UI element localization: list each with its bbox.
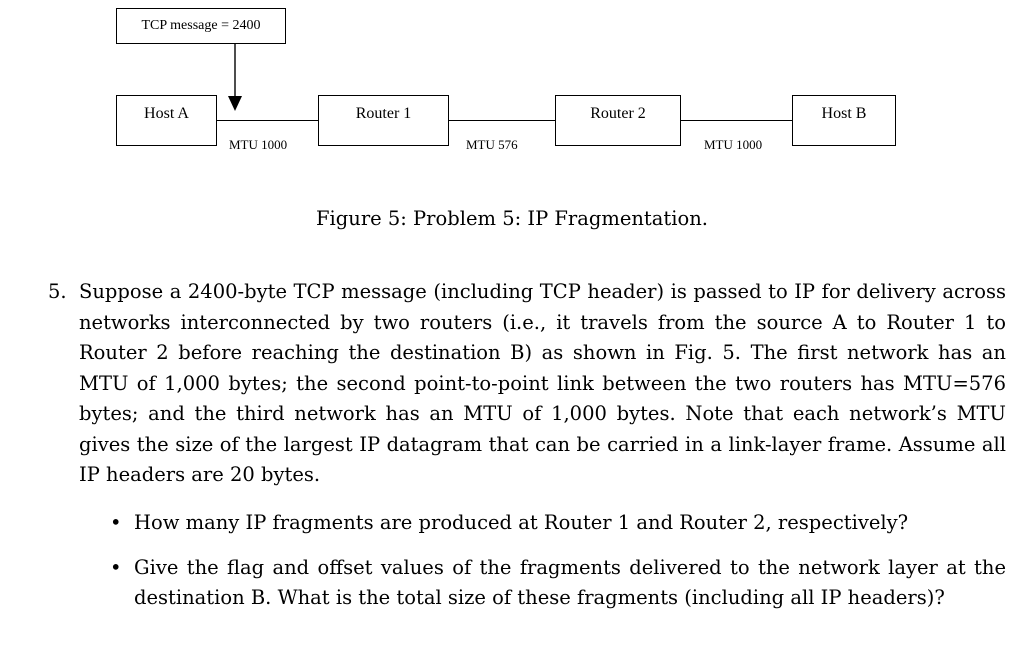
host-b-node: Host B xyxy=(792,95,896,146)
bullet-icon: • xyxy=(110,555,122,579)
question-text: How many IP fragments are produced at Router 1 and Router 2, respectively? xyxy=(134,511,909,534)
router-1-node: Router 1 xyxy=(318,95,449,146)
link-router-2-host-b xyxy=(681,120,792,121)
tcp-message-box: TCP message = 2400 xyxy=(116,8,286,44)
question-item xyxy=(106,553,1006,614)
question-item xyxy=(106,508,1006,539)
question-text: Give the flag and offset values of the fragments delivered to the network layer at the destination B. What is the total size of these fragments (including all IP headers)? xyxy=(134,555,1006,609)
bullet-icon: • xyxy=(110,511,122,534)
question-list xyxy=(106,508,1006,628)
problem-statement xyxy=(48,277,1006,491)
link-host-a-router-1 xyxy=(217,120,318,121)
problem-number: 5. xyxy=(48,280,67,303)
router-2-node: Router 2 xyxy=(555,95,681,146)
mtu-label-link-1: MTU 1000 xyxy=(229,137,288,152)
figure-caption: Figure 5: Problem 5: IP Fragmentation. xyxy=(316,207,708,230)
network-diagram xyxy=(0,0,1024,160)
host-a-node: Host A xyxy=(116,95,217,146)
link-router-1-router-2 xyxy=(449,120,555,121)
problem-text: Suppose a 2400-byte TCP message (including TCP header) is passed to IP for delivery across networks interconnected by two routers (i.e., it travels from the source A to Router 1 to Router 2 before reaching the destination B) as shown in Fig. 5. The first network has an MTU of 1,000 bytes; the second point-to-point link between the two routers has MTU=576 bytes; and the third network has an MTU of 1,000 bytes. Note that each network’s MTU gives the size of the largest IP datagram that can be carried in a link-layer frame. Assume all IP headers are 20 bytes. xyxy=(79,280,1006,486)
mtu-label-link-2: MTU 576 xyxy=(466,137,518,152)
down-arrow-icon xyxy=(226,44,244,114)
mtu-label-link-3: MTU 1000 xyxy=(704,137,763,152)
